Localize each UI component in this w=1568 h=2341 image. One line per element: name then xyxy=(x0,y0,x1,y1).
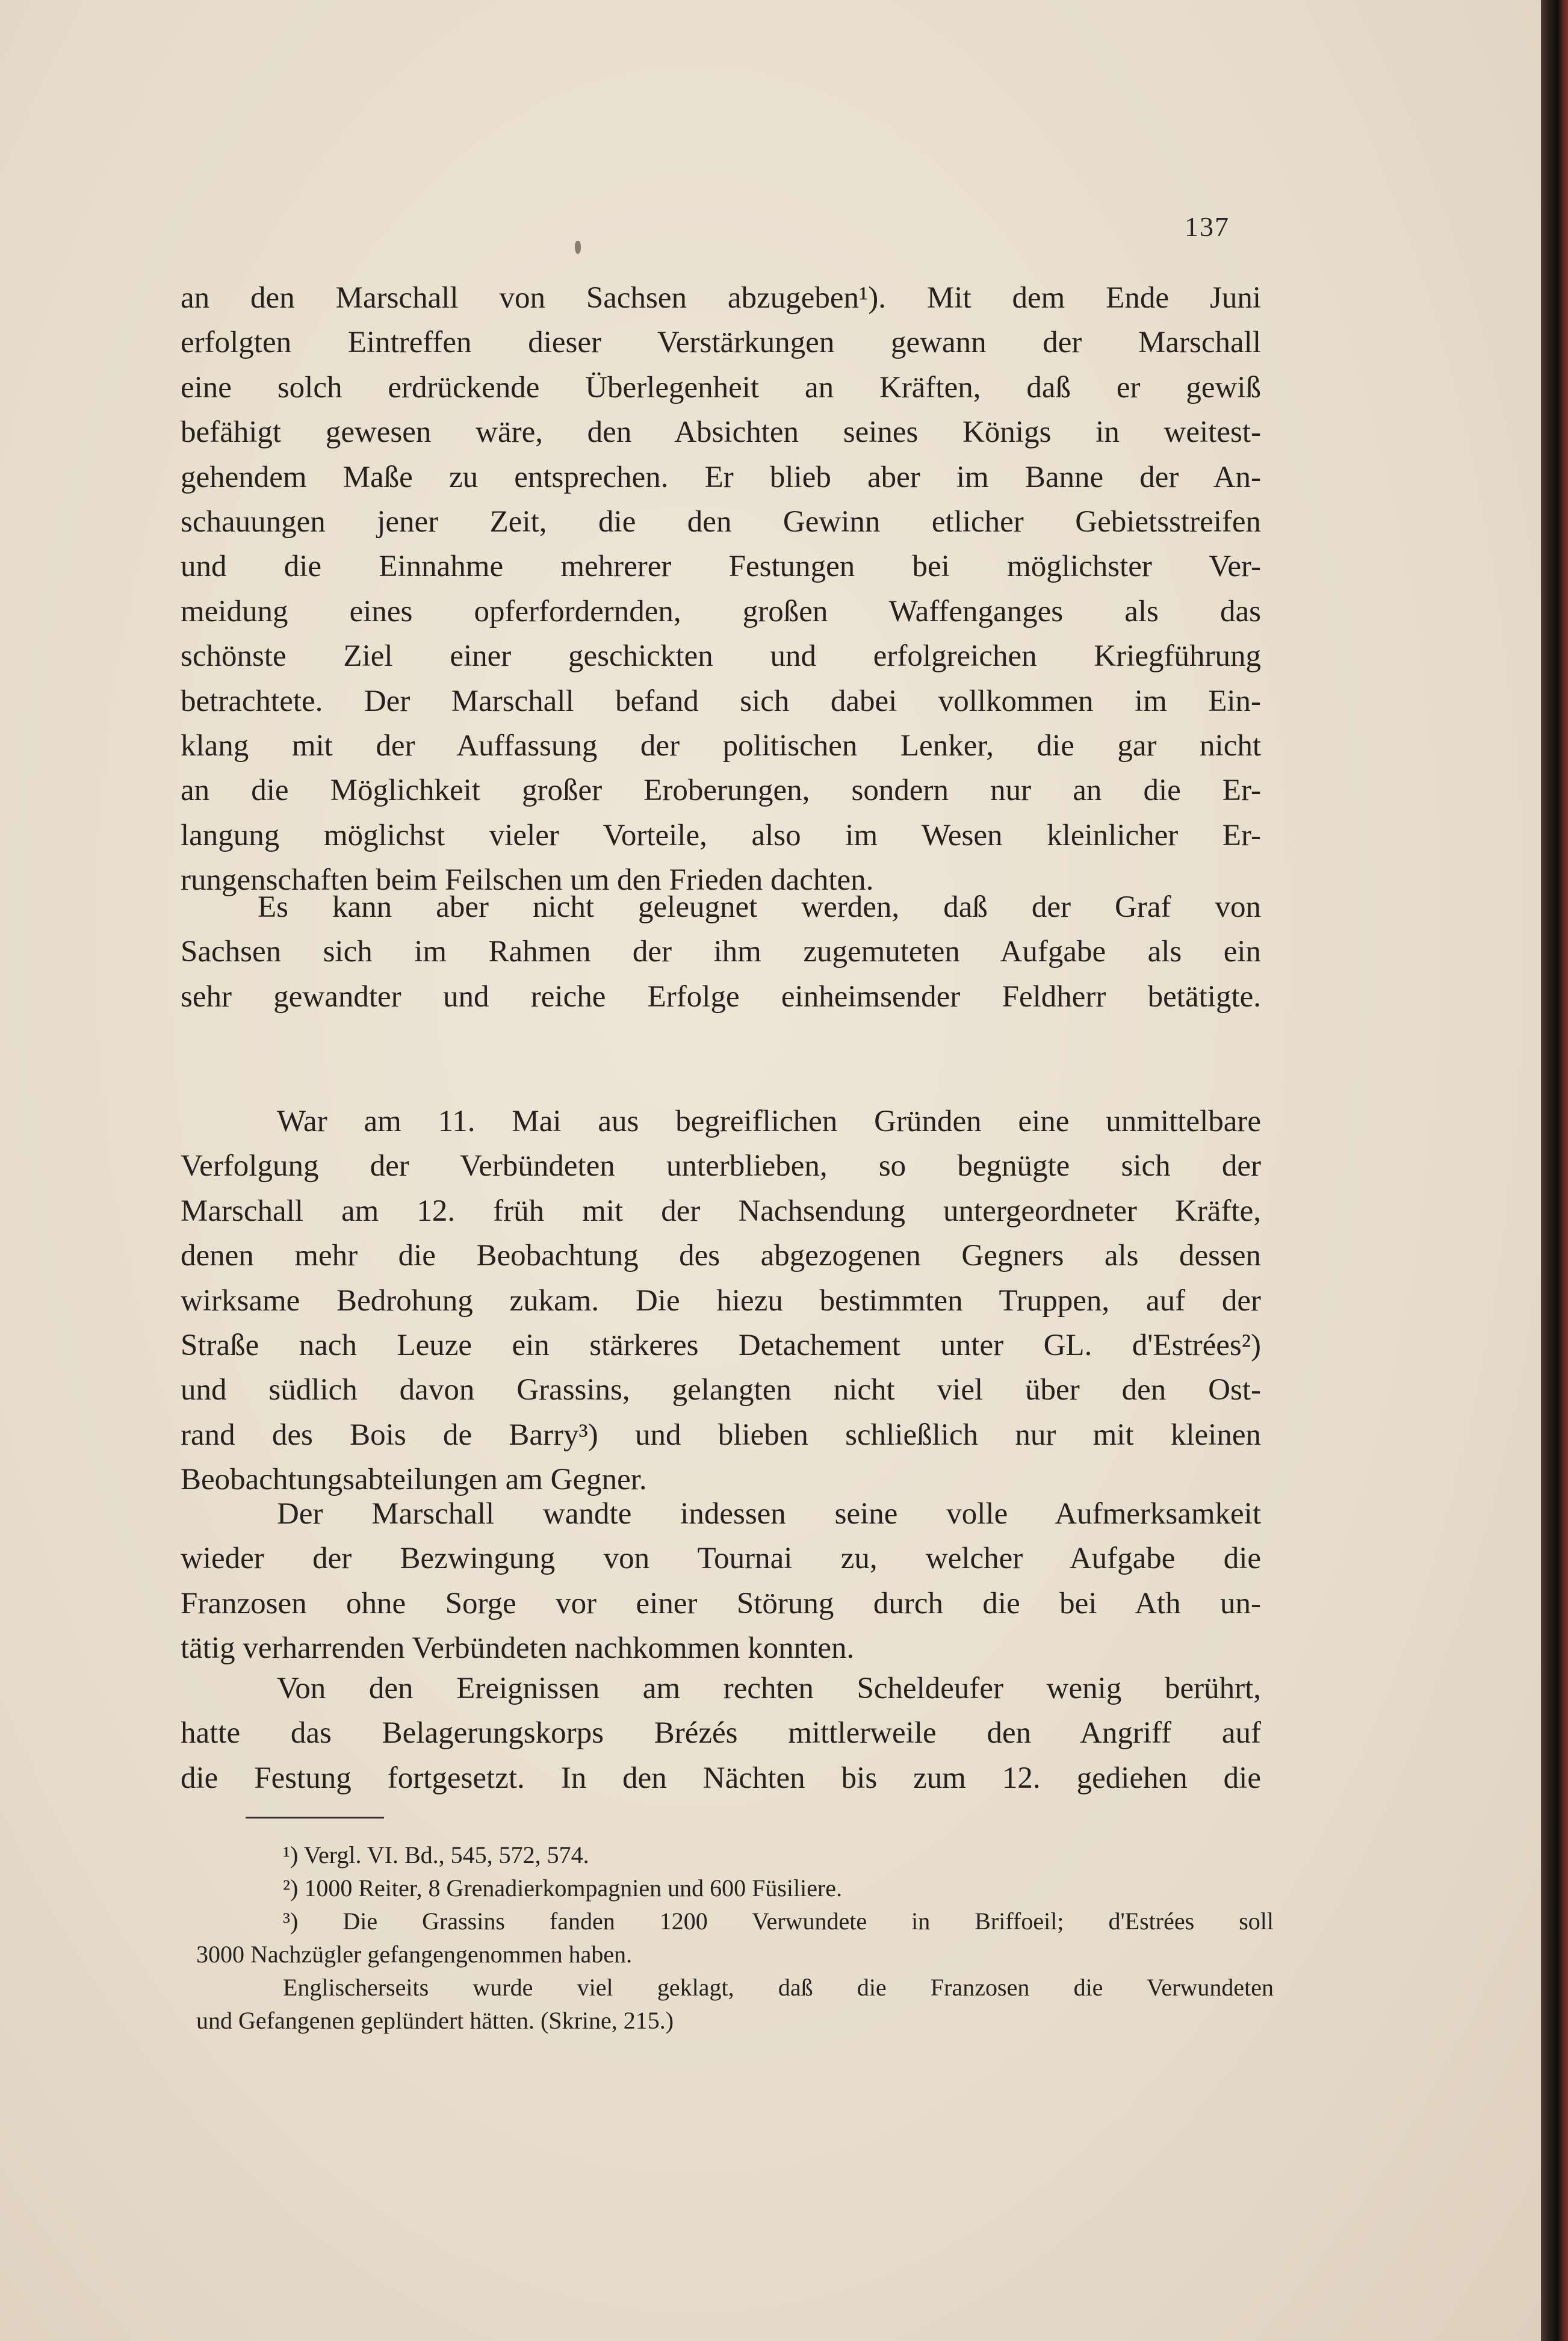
text-line: betrachtete. Der Marschall befand sich dabei vollkommen im Ein- xyxy=(181,684,1261,718)
text-line: sehr gewandter und reiche Erfolge einheimsender Feldherr betätigte. xyxy=(181,979,1261,1014)
text-line: denen mehr die Beobachtung des abgezogenen Gegners als dessen xyxy=(181,1239,1261,1273)
text-line: Sachsen sich im Rahmen der ihm zugemuteten Aufgabe als ein xyxy=(181,935,1261,969)
text-line: Es kann aber nicht geleugnet werden, daß der Graf von xyxy=(258,890,1261,924)
text-line: Von den Ereignissen am rechten Scheldeufer wenig berührt, xyxy=(277,1672,1261,1705)
text-line: War am 11. Mai aus begreiflichen Gründen eine unmittelbare xyxy=(277,1105,1261,1138)
footnote-line: Englischerseits wurde viel geklagt, daß die Franzosen die Verwundeten xyxy=(283,1974,1274,2001)
text-line: wirksame Bedrohung zukam. Die hiezu bestimmten Truppen, auf der xyxy=(181,1283,1261,1318)
footnote-line: 3000 Nachzügler gefangengenommen haben. xyxy=(196,1941,633,1968)
text-line: klang mit der Auffassung der politischen Lenker, die gar nicht xyxy=(181,729,1261,763)
paragraph-4 xyxy=(181,1492,1261,1671)
text-line: an den Marschall von Sachsen abzugeben¹). Mit dem Ende Juni xyxy=(181,281,1261,315)
footnote-line: ³) Die Grassins fanden 1200 Verwundete in Briffoeil; d'Estrées soll xyxy=(283,1908,1274,1935)
text-line: tätig verharrenden Verbündeten nachkommen konnten. xyxy=(181,1631,855,1666)
text-line: Der Marschall wandte indessen seine volle Aufmerksamkeit xyxy=(277,1497,1261,1531)
text-line: und die Einnahme mehrerer Festungen bei möglichster Ver- xyxy=(181,550,1261,584)
footnotes xyxy=(196,1838,1274,2037)
text-line: befähigt gewesen wäre, den Absichten seines Königs in weitest- xyxy=(181,415,1261,450)
text-line: die Festung fortgesetzt. In den Nächten bis zum 12. gediehen die xyxy=(181,1761,1261,1795)
page-number: 137 xyxy=(1185,211,1230,242)
text-line: rand des Bois de Barry³) und blieben schließlich nur mit kleinen xyxy=(181,1418,1261,1452)
ink-mark xyxy=(575,241,581,254)
text-line: gehendem Maße zu entsprechen. Er blieb aber im Banne der An- xyxy=(181,460,1261,494)
text-line: und südlich davon Grassins, gelangten nicht viel über den Ost- xyxy=(181,1373,1261,1407)
text-line: Beobachtungsabteilungen am Gegner. xyxy=(181,1463,647,1497)
footnote-separator xyxy=(246,1817,384,1819)
paragraph-5 xyxy=(181,1666,1261,1800)
text-line: Marschall am 12. früh mit der Nachsendung untergeordneter Kräfte, xyxy=(181,1194,1261,1228)
text-line: schönste Ziel einer geschickten und erfolgreichen Kriegführung xyxy=(181,639,1261,674)
text-line: hatte das Belagerungskorps Brézés mittlerweile den Angriff auf xyxy=(181,1716,1261,1750)
paragraph-2 xyxy=(181,885,1261,1019)
footnote-line: ¹) Vergl. VI. Bd., 545, 572, 574. xyxy=(283,1841,589,1868)
text-line: Franzosen ohne Sorge vor einer Störung durch die bei Ath un- xyxy=(181,1586,1261,1620)
text-line: wieder der Bezwingung von Tournai zu, welcher Aufgabe die xyxy=(181,1542,1261,1576)
paragraph-1 xyxy=(181,276,1261,903)
footnote-line: und Gefangenen geplündert hätten. (Skrine, 215.) xyxy=(196,2007,674,2034)
text-line: rungenschaften beim Feilschen um den Frieden dachten. xyxy=(181,863,874,898)
footnote-line: ²) 1000 Reiter, 8 Grenadierkompagnien und 600 Füsiliere. xyxy=(283,1874,843,1902)
text-line: schauungen jener Zeit, die den Gewinn etlicher Gebietsstreifen xyxy=(181,505,1261,539)
text-line: erfolgten Eintreffen dieser Verstärkungen gewann der Marschall xyxy=(181,326,1261,360)
text-line: langung möglichst vieler Vorteile, also im Wesen kleinlicher Er- xyxy=(181,818,1261,852)
text-line: Verfolgung der Verbündeten unterblieben, so begnügte sich der xyxy=(181,1149,1261,1183)
paragraph-3 xyxy=(181,1099,1261,1502)
text-line: an die Möglichkeit großer Eroberungen, sondern nur an die Er- xyxy=(181,774,1261,808)
book-edge xyxy=(1541,0,1568,2341)
text-line: eine solch erdrückende Überlegenheit an Kräften, daß er gewiß xyxy=(181,370,1261,405)
text-line: Straße nach Leuze ein stärkeres Detachement unter GL. d'Estrées²) xyxy=(181,1329,1261,1363)
text-line: meidung eines opferfordernden, großen Waffenganges als das xyxy=(181,594,1261,628)
